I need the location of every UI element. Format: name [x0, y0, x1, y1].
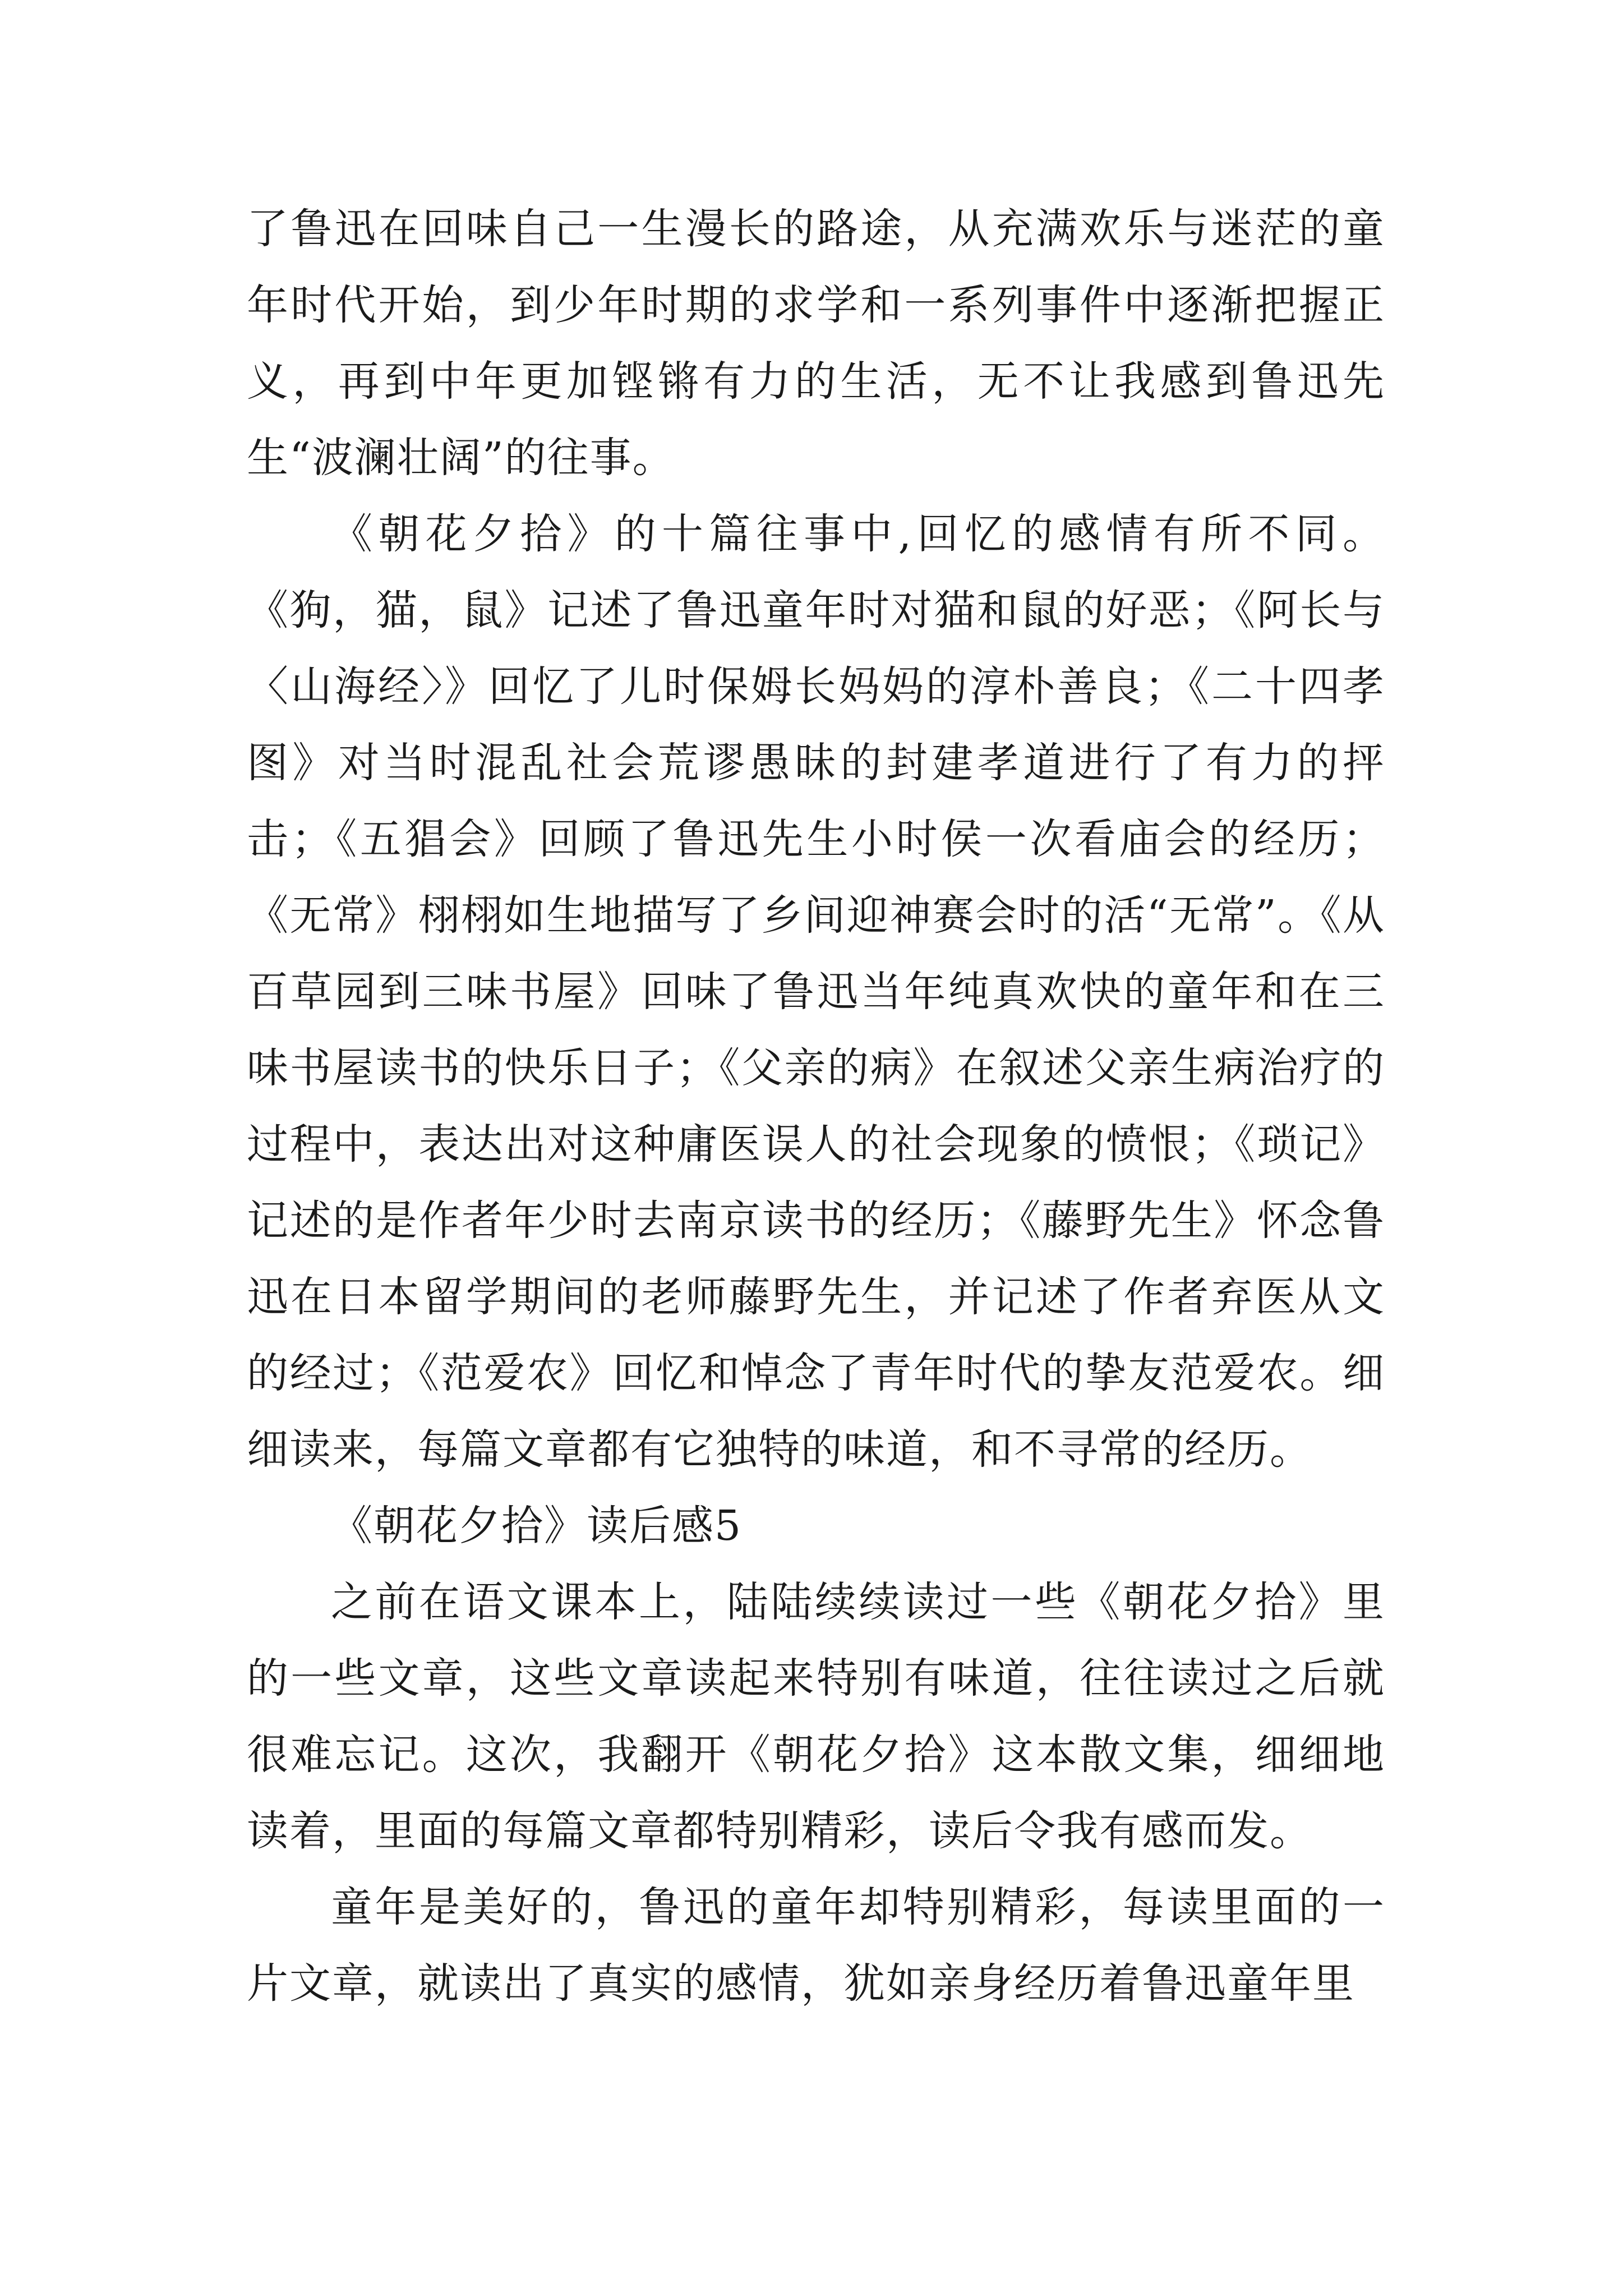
section-heading: 《朝花夕拾》读后感5 [331, 1502, 743, 1550]
paragraph-childhood: 童年是美好的，鲁迅的童年却特别精彩，每读里面的一片文章，就读出了真实的感情，犹如亲身经历着鲁迅童年里 [247, 1883, 1385, 2008]
paragraph-continuation: 了鲁迅在回味自己一生漫长的路途，从充满欢乐与迷茫的童年时代开始，到少年时期的求学和一系列事件中逐渐把握正义，再到中年更加铿锵有力的生活，无不让我感到鲁迅先生“波澜壮阔”的往事。 [247, 205, 1385, 482]
paragraph-textbook: 之前在语文课本上，陆陆续续读过一些《朝花夕拾》里的一些文章，这些文章读起来特别有味道，往往读过之后就很难忘记。这次，我翻开《朝花夕拾》这本散文集，细细地读着，里面的每篇文章都特别精彩，读后令我有感而发。 [247, 1578, 1385, 1855]
document-body [247, 191, 1385, 2022]
paragraph-ten-stories: 《朝花夕拾》的十篇往事中,回忆的感情有所不同。《狗，猫，鼠》记述了鲁迅童年时对猫和鼠的好恶；《阿长与〈山海经〉》回忆了儿时保姆长妈妈的淳朴善良；《二十四孝图》对当时混乱社会荒谬愚昧的封建孝道进行了有力的抨击；《五猖会》回顾了鲁迅先生小时侯一次看庙会的经历；《无常》栩栩如生地描写了乡间迎神赛会时的活“无常”。《从百草园到三味书屋》回味了鲁迅当年纯真欢快的童年和在三味书屋读书的快乐日子；《父亲的病》在叙述父亲生病治疗的过程中，表达出对这种庸医误人的社会现象的愤恨；《琐记》记述的是作者年少时去南京读书的经历；《藤野先生》怀念鲁迅在日本留学期间的老师藤野先生，并记述了作者弃医从文的经过；《范爱农》回忆和悼念了青年时代的挚友范爱农。细细读来，每篇文章都有它独特的味道，和不寻常的经历。 [247, 510, 1385, 1474]
